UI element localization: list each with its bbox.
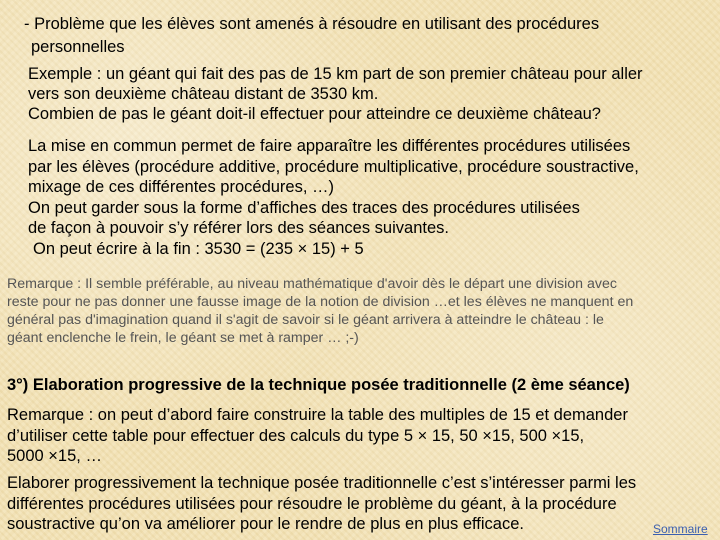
text-line: 5000 ×15, … bbox=[7, 447, 102, 465]
text-line: La mise en commun permet de faire apparaître les différentes procédures utilisées bbox=[28, 137, 631, 155]
text-line: On peut garder sous la forme d’affiches des traces des procédures utilisées bbox=[28, 198, 580, 217]
mise-en-commun-paragraph bbox=[28, 136, 639, 259]
remarque-note bbox=[7, 275, 633, 347]
formula-line: On peut écrire à la fin : 3530 = (235 × 15) + 5 bbox=[33, 239, 364, 258]
text-line: mixage de ces différentes procédures, …) bbox=[28, 178, 335, 196]
text-line: différentes procédures utilisées pour résoudre le problème du géant, à la procédure bbox=[7, 494, 617, 513]
section-heading bbox=[7, 375, 630, 395]
text-line: personnelles bbox=[31, 38, 125, 56]
text-line: Exemple : un géant qui fait des pas de 15 km part de son premier château pour aller bbox=[28, 65, 643, 83]
text-line: - Problème que les élèves sont amenés à résoudre en utilisant des procédures bbox=[24, 15, 600, 33]
text-line: vers son deuxième château distant de 3530 km. bbox=[28, 85, 379, 103]
elaborer-paragraph bbox=[7, 473, 636, 535]
text-line: Elaborer progressivement la technique posée traditionnelle c’est s’intéresser parmi les bbox=[7, 474, 637, 492]
text-line: géant enclenche le frein, le géant se met à ramper … ;-) bbox=[7, 330, 359, 346]
text-line: général pas d'imagination quand il s'agit de savoir si le géant arrivera à atteindre le château : le bbox=[7, 312, 604, 328]
heading-text: 3°) Elaboration progressive de la technique posée traditionnelle (2 ème séance) bbox=[7, 376, 630, 394]
problem-intro bbox=[24, 13, 599, 59]
sommaire-link[interactable]: Sommaire bbox=[653, 522, 708, 536]
example-paragraph bbox=[28, 64, 643, 124]
text-line: Remarque : on peut d’abord faire construire la table des multiples de 15 et demander bbox=[7, 406, 628, 424]
remarque-table-paragraph bbox=[7, 405, 628, 467]
text-line: reste pour ne pas donner une fausse image de la notion de division …et les élèves ne manquent en bbox=[7, 294, 634, 310]
text-line: par les élèves (procédure additive, procédure multiplicative, procédure soustractive, bbox=[28, 157, 639, 176]
text-line: Combien de pas le géant doit-il effectuer pour atteindre ce deuxième château? bbox=[28, 105, 601, 123]
text-line: soustractive qu’on va améliorer pour le rendre de plus en plus efficace. bbox=[7, 515, 524, 533]
text-line: de façon à pouvoir s’y référer lors des séances suivantes. bbox=[28, 219, 449, 237]
text-line: Remarque : Il semble préférable, au niveau mathématique d'avoir dès le départ une division avec bbox=[7, 276, 617, 292]
text-line: d’utiliser cette table pour effectuer des calculs du type 5 × 15, 50 ×15, 500 ×15, bbox=[7, 426, 585, 445]
